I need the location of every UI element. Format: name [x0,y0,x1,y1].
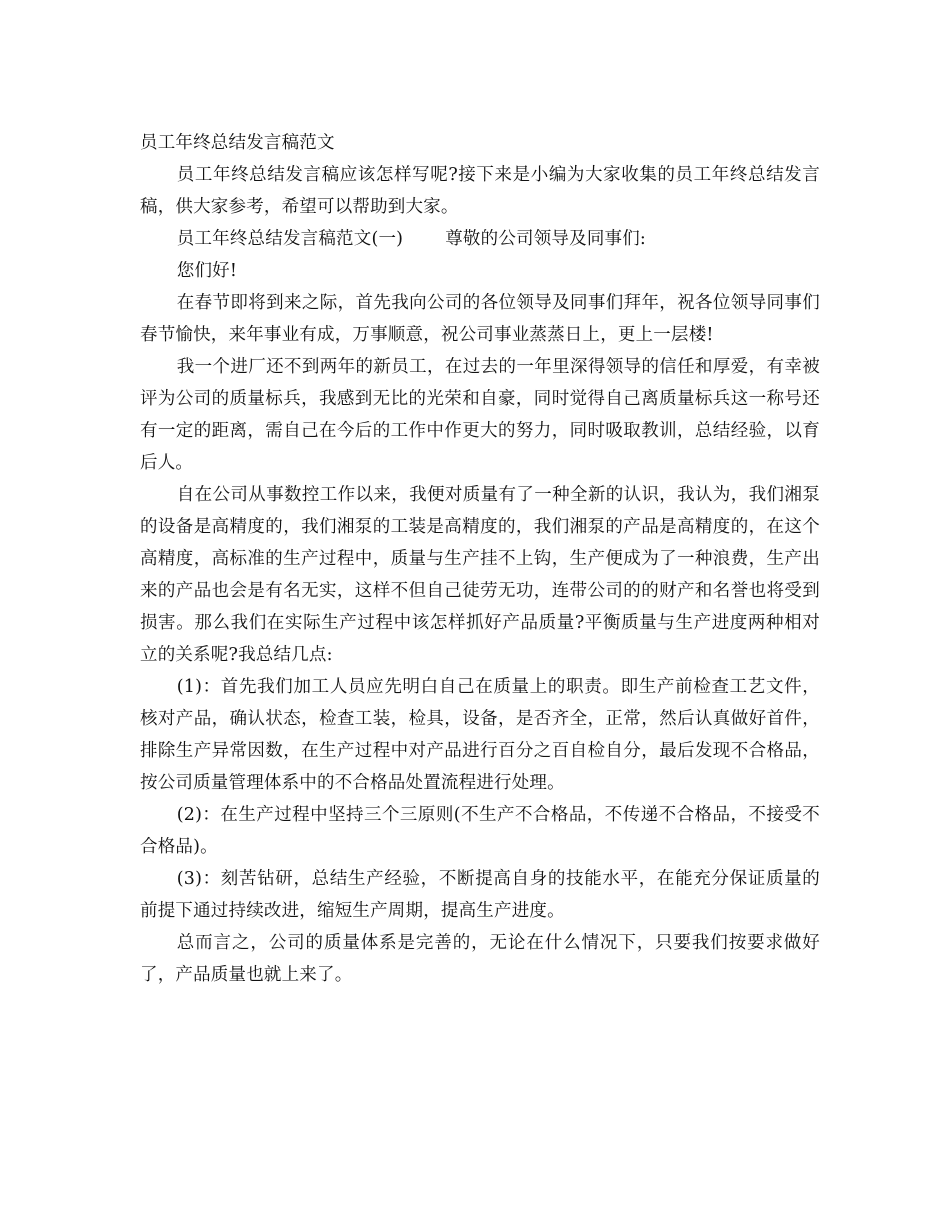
salutation: 尊敬的公司领导及同事们: [445,229,647,249]
body-paragraph-quality-award: 我一个进厂还不到两年的新员工，在过去的一年里深得领导的信任和厚爱，有幸被评为公司的质量标兵，我感到无比的光荣和自豪，同时觉得自己离质量标兵这一称号还有一定的距离，需自己在今后的工作中作更大的努力，同时吸取教训，总结经验，以育后人。 [140,357,820,473]
conclusion-paragraph: 总而言之，公司的质量体系是完善的，无论在什么情况下，只要我们按要求做好了，产品质量也就上来了。 [140,933,820,985]
point-1-paragraph: (1)：首先我们加工人员应先明白自己在质量上的职责。即生产前检查工艺文件，核对产品，确认状态，检查工装，检具，设备，是否齐全，正常，然后认真做好首件，排除生产异常因数，在生产过程中对产品进行百分之百自检自分，最后发现不合格品，按公司质量管理体系中的不合格品处置流程进行处理。 [140,677,820,793]
point-3-paragraph: (3)：刻苦钻研，总结生产经验，不断提高自身的技能水平，在能充分保证质量的前提下通过持续改进，缩短生产周期，提高生产进度。 [140,869,820,921]
document-body [140,127,820,991]
body-paragraph-new-year: 在春节即将到来之际，首先我向公司的各位领导及同事们拜年，祝各位领导同事们春节愉快，来年事业有成，万事顺意，祝公司事业蒸蒸日上，更上一层楼! [140,293,820,345]
document-title: 员工年终总结发言稿范文 [140,133,335,153]
section-heading-line [140,223,820,255]
section-heading: 员工年终总结发言稿范文(一) [176,229,404,249]
point-2-paragraph: (2)：在生产过程中坚持三个三原则(不生产不合格品，不传递不合格品，不接受不合格品)。 [140,805,820,857]
greeting: 您们好! [176,261,238,281]
intro-paragraph: 员工年终总结发言稿应该怎样写呢?接下来是小编为大家收集的员工年终总结发言稿，供大家参考，希望可以帮助到大家。 [140,165,820,217]
body-paragraph-quality-view: 自在公司从事数控工作以来，我便对质量有了一种全新的认识，我认为，我们湘泵的设备是高精度的，我们湘泵的工装是高精度的，我们湘泵的产品是高精度的，在这个高精度，高标准的生产过程中，质量与生产挂不上钩，生产便成为了一种浪费，生产出来的产品也会是有名无实，这样不但自己徒劳无功，连带公司的的财产和名誉也将受到损害。那么我们在实际生产过程中该怎样抓好产品质量?平衡质量与生产进度两种相对立的关系呢?我总结几点: [140,485,820,665]
